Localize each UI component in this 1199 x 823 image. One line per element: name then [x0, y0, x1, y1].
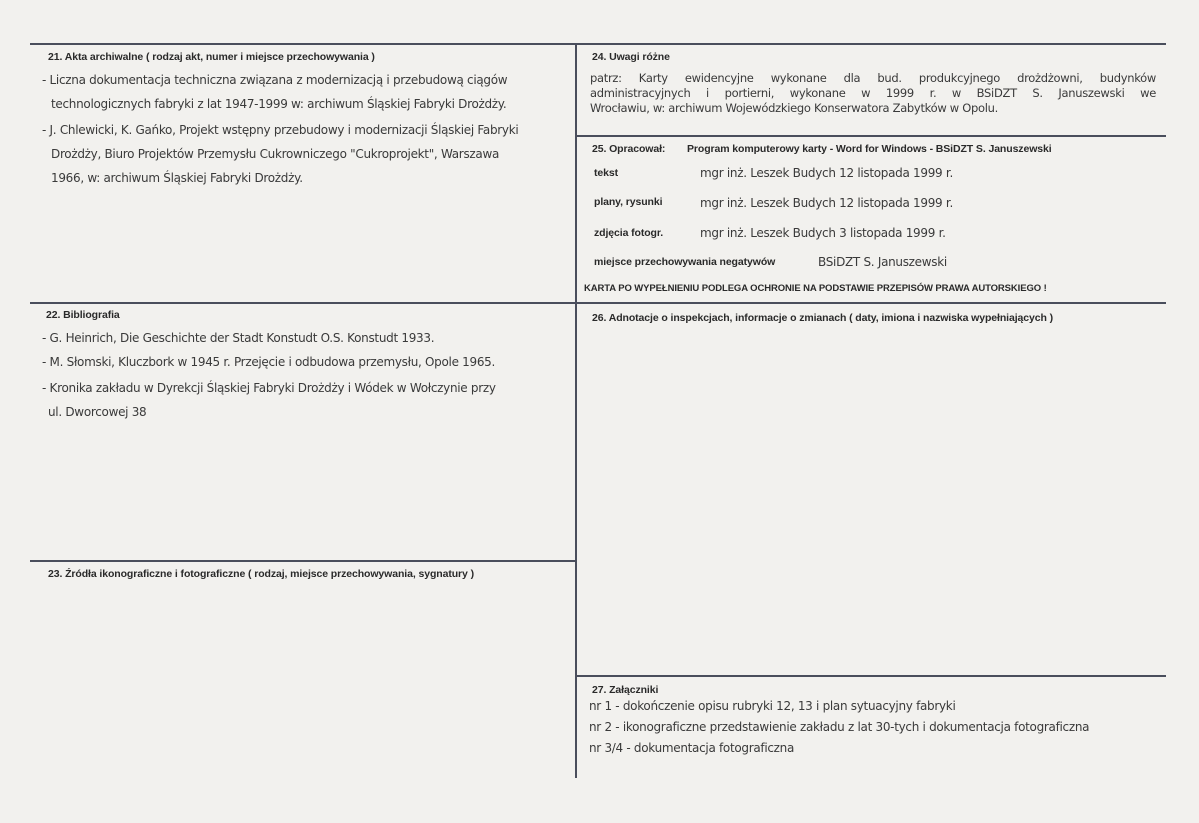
top-rule-left: [30, 43, 576, 45]
rule-s26-bottom: [576, 675, 1166, 677]
s27-line-1: nr 1 - dokończenie opisu rubryki 12, 13 i plan sytuacyjny fabryki: [589, 699, 956, 713]
s25-title: 25. Opracował:: [592, 143, 666, 155]
s22-title: 22. Bibliografia: [46, 309, 120, 321]
s21-line-3: - J. Chlewicki, K. Gańko, Projekt wstępny przebudowy i modernizacji Śląskiej Fabryki: [42, 123, 519, 137]
s24-line-2: administracyjnych i portierni, wykonane w 1999 r. w BSiDZT S. Januszewski we: [590, 86, 1156, 100]
s24-title: 24. Uwagi różne: [592, 51, 670, 63]
s25-negatives-value: BSiDZT S. Januszewski: [818, 255, 947, 269]
rule-s24-bottom: [576, 135, 1166, 137]
s22-line-2: - M. Słomski, Kluczbork w 1945 r. Przejęcie i odbudowa przemysłu, Opole 1965.: [42, 355, 496, 369]
s25-program: Program komputerowy karty - Word for Windows - BSiDZT S. Januszewski: [687, 143, 1052, 155]
s23-title: 23. Źródła ikonograficzne i fotograficzne ( rodzaj, miejsce przechowywania, sygnatury ): [48, 568, 474, 580]
s22-line-1: - G. Heinrich, Die Geschichte der Stadt Konstudt O.S. Konstudt 1933.: [42, 331, 435, 345]
rule-s25-bottom: [576, 302, 1166, 304]
s21-line-5: 1966, w: archiwum Śląskiej Fabryki Drożdży.: [51, 171, 303, 185]
s25-row-1-label: tekst: [594, 167, 619, 179]
center-divider: [575, 43, 577, 778]
s25-row-1-value: mgr inż. Leszek Budych 12 listopada 1999 r.: [700, 166, 953, 180]
s22-line-3: - Kronika zakładu w Dyrekcji Śląskiej Fabryki Drożdży i Wódek w Wołczynie przy: [42, 381, 496, 395]
s21-line-4: Drożdży, Biuro Projektów Przemysłu Cukrowniczego "Cukroprojekt", Warszawa: [51, 147, 500, 161]
rule-s22-bottom: [30, 560, 576, 562]
s24-line-3: Wrocławiu, w: archiwum Wojewódzkiego Konserwatora Zabytków w Opolu.: [590, 101, 998, 115]
s21-line-1: - Liczna dokumentacja techniczna związana z modernizacją i przebudową ciągów: [42, 73, 508, 87]
s25-row-3-value: mgr inż. Leszek Budych 3 listopada 1999 r.: [700, 226, 946, 240]
s27-line-2: nr 2 - ikonograficzne przedstawienie zakładu z lat 30-tych i dokumentacja fotograficzna: [589, 720, 1090, 734]
s24-line-1: patrz: Karty ewidencyjne wykonane dla bud. produkcyjnego drożdżowni, budynków: [590, 71, 1156, 85]
s27-title: 27. Załączniki: [592, 684, 659, 696]
s25-row-2-label: plany, rysunki: [594, 196, 663, 208]
s22-line-4: ul. Dworcowej 38: [48, 405, 147, 419]
s25-negatives-label: miejsce przechowywania negatywów: [594, 256, 776, 268]
s25-row-2-value: mgr inż. Leszek Budych 12 listopada 1999 r.: [700, 196, 953, 210]
rule-s21-bottom: [30, 302, 576, 304]
top-rule-right: [576, 43, 1166, 45]
s26-title: 26. Adnotacje o inspekcjach, informacje o zmianach ( daty, imiona i nazwiska wypełniających ): [592, 312, 1054, 324]
s25-row-3-label: zdjęcia fotogr.: [594, 227, 664, 239]
s27-line-3: nr 3/4 - dokumentacja fotograficzna: [589, 741, 795, 755]
s25-copyright-notice: KARTA PO WYPEŁNIENIU PODLEGA OCHRONIE NA PODSTAWIE PRZEPISÓW PRAWA AUTORSKIEGO !: [584, 283, 1047, 294]
s21-line-2: technologicznych fabryki z lat 1947-1999 w: archiwum Śląskiej Fabryki Drożdży.: [51, 97, 507, 111]
s21-title: 21. Akta archiwalne ( rodzaj akt, numer i miejsce przechowywania ): [48, 51, 375, 63]
